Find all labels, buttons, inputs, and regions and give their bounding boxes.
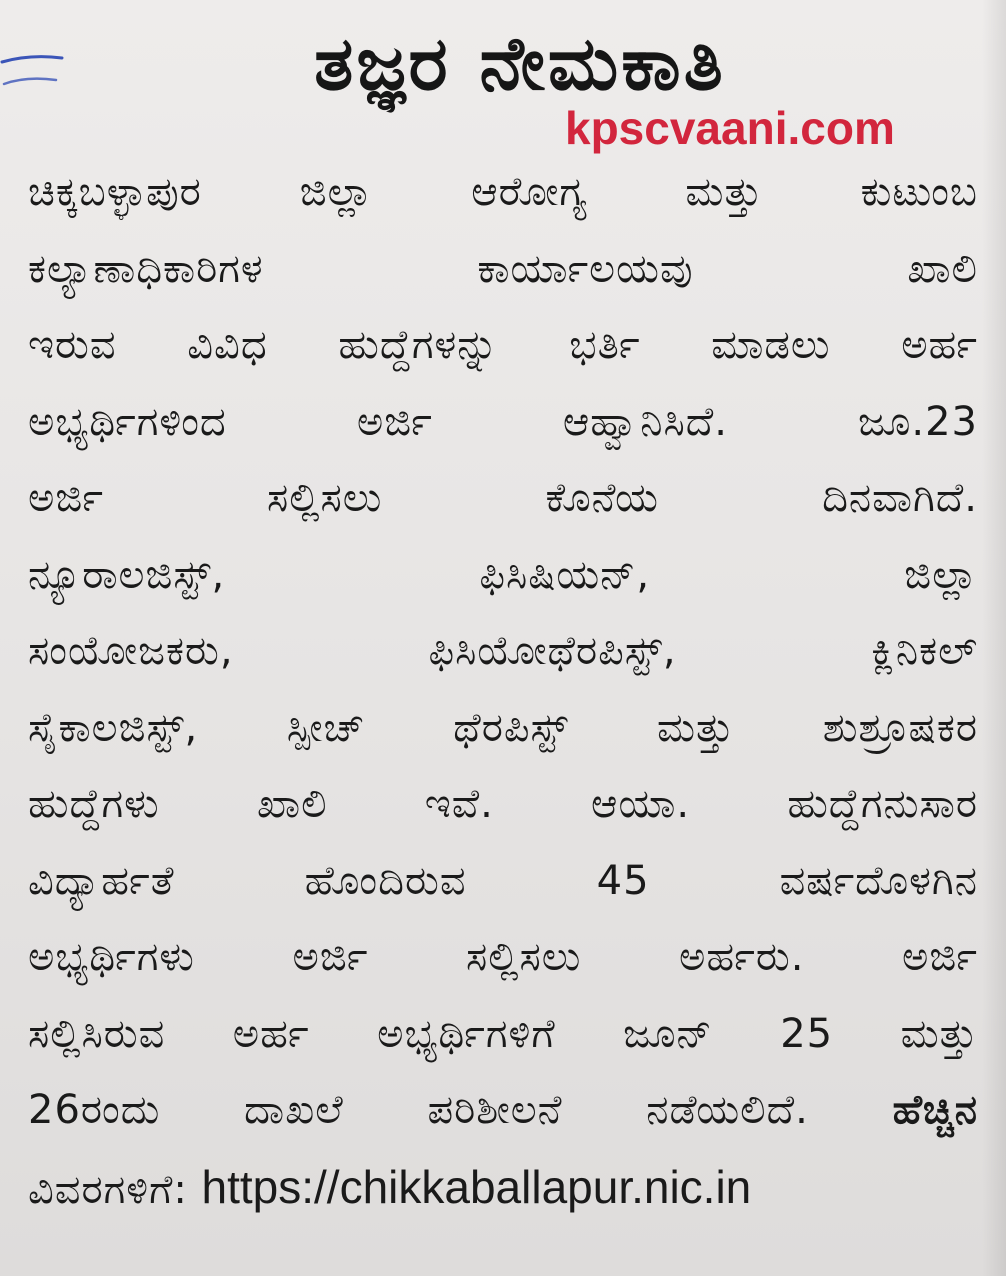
article-line: ಅಭ್ಯರ್ಥಿಗಳಿಂದ ಅರ್ಜಿ ಆಹ್ವಾನಿಸಿದೆ. ಜೂ.23	[28, 398, 978, 445]
article-line-14	[28, 1149, 978, 1226]
article-line-13-bold: ಹೆಚ್ಚಿನ	[892, 1087, 978, 1133]
article-line: ನ್ಯೂರಾಲಜಿಸ್ಟ್, ಫಿಸಿಷಿಯನ್, ಜಿಲ್ಲಾ	[28, 551, 978, 598]
article-line-13	[28, 1072, 978, 1149]
article-line-13-text: 26ರಂದು ದಾಖಲೆ ಪರಿಶೀಲನೆ ನಡೆಯಲಿದೆ.	[28, 1087, 809, 1133]
details-label: ವಿವರಗಳಿಗೆ:	[28, 1166, 188, 1213]
article-line: ವಿದ್ಯಾರ್ಹತೆ ಹೊಂದಿರುವ 45 ವರ್ಷದೊಳಗಿನ	[28, 857, 978, 904]
article-line: ಅರ್ಜಿ ಸಲ್ಲಿಸಲು ಕೊನೆಯ ದಿನವಾಗಿದೆ.	[28, 475, 978, 521]
article-line: ಚಿಕ್ಕಬಳ್ಳಾಪುರ ಜಿಲ್ಲಾ ಆರೋಗ್ಯ ಮತ್ತು ಕುಟುಂಬ	[28, 169, 978, 215]
article-line: ಇರುವ ವಿವಿಧ ಹುದ್ದೆಗಳನ್ನು ಭರ್ತಿ ಮಾಡಲು ಅರ್ಹ	[28, 322, 978, 368]
article-line: ಸಂಯೋಜಕರು, ಫಿಸಿಯೋಥೆರಪಿಸ್ಟ್, ಕ್ಲಿನಿಕಲ್	[28, 628, 978, 674]
watermark: kpscvaani.com	[565, 102, 895, 154]
article-line: ಕಲ್ಯಾಣಾಧಿಕಾರಿಗಳ ಕಾರ್ಯಾಲಯವು ಖಾಲಿ	[28, 245, 978, 292]
website-url: https://chikkaballapur.nic.in	[201, 1160, 752, 1213]
article-line: ಸೈಕಾಲಜಿಸ್ಟ್, ಸ್ಪೀಚ್ ಥೆರಪಿಸ್ಟ್ ಮತ್ತು ಶುಶ್ರೂಷಕರ	[28, 704, 978, 751]
headline: ತಜ್ಞರ ನೇಮಕಾತಿ	[314, 21, 726, 107]
article-body	[28, 154, 978, 1225]
page-edge-shadow	[982, 0, 1006, 1276]
article-line: ಹುದ್ದೆಗಳು ಖಾಲಿ ಇವೆ. ಆಯಾ. ಹುದ್ದೆಗನುಸಾರ	[28, 781, 978, 827]
article-line: ಸಲ್ಲಿಸಿರುವ ಅರ್ಹ ಅಭ್ಯರ್ಥಿಗಳಿಗೆ ಜೂನ್ 25 ಮತ್ತು	[28, 1010, 978, 1057]
pen-stroke-icon	[0, 40, 70, 100]
article-line: ಅಭ್ಯರ್ಥಿಗಳು ಅರ್ಜಿ ಸಲ್ಲಿಸಲು ಅರ್ಹರು. ಅರ್ಜಿ	[28, 934, 978, 980]
